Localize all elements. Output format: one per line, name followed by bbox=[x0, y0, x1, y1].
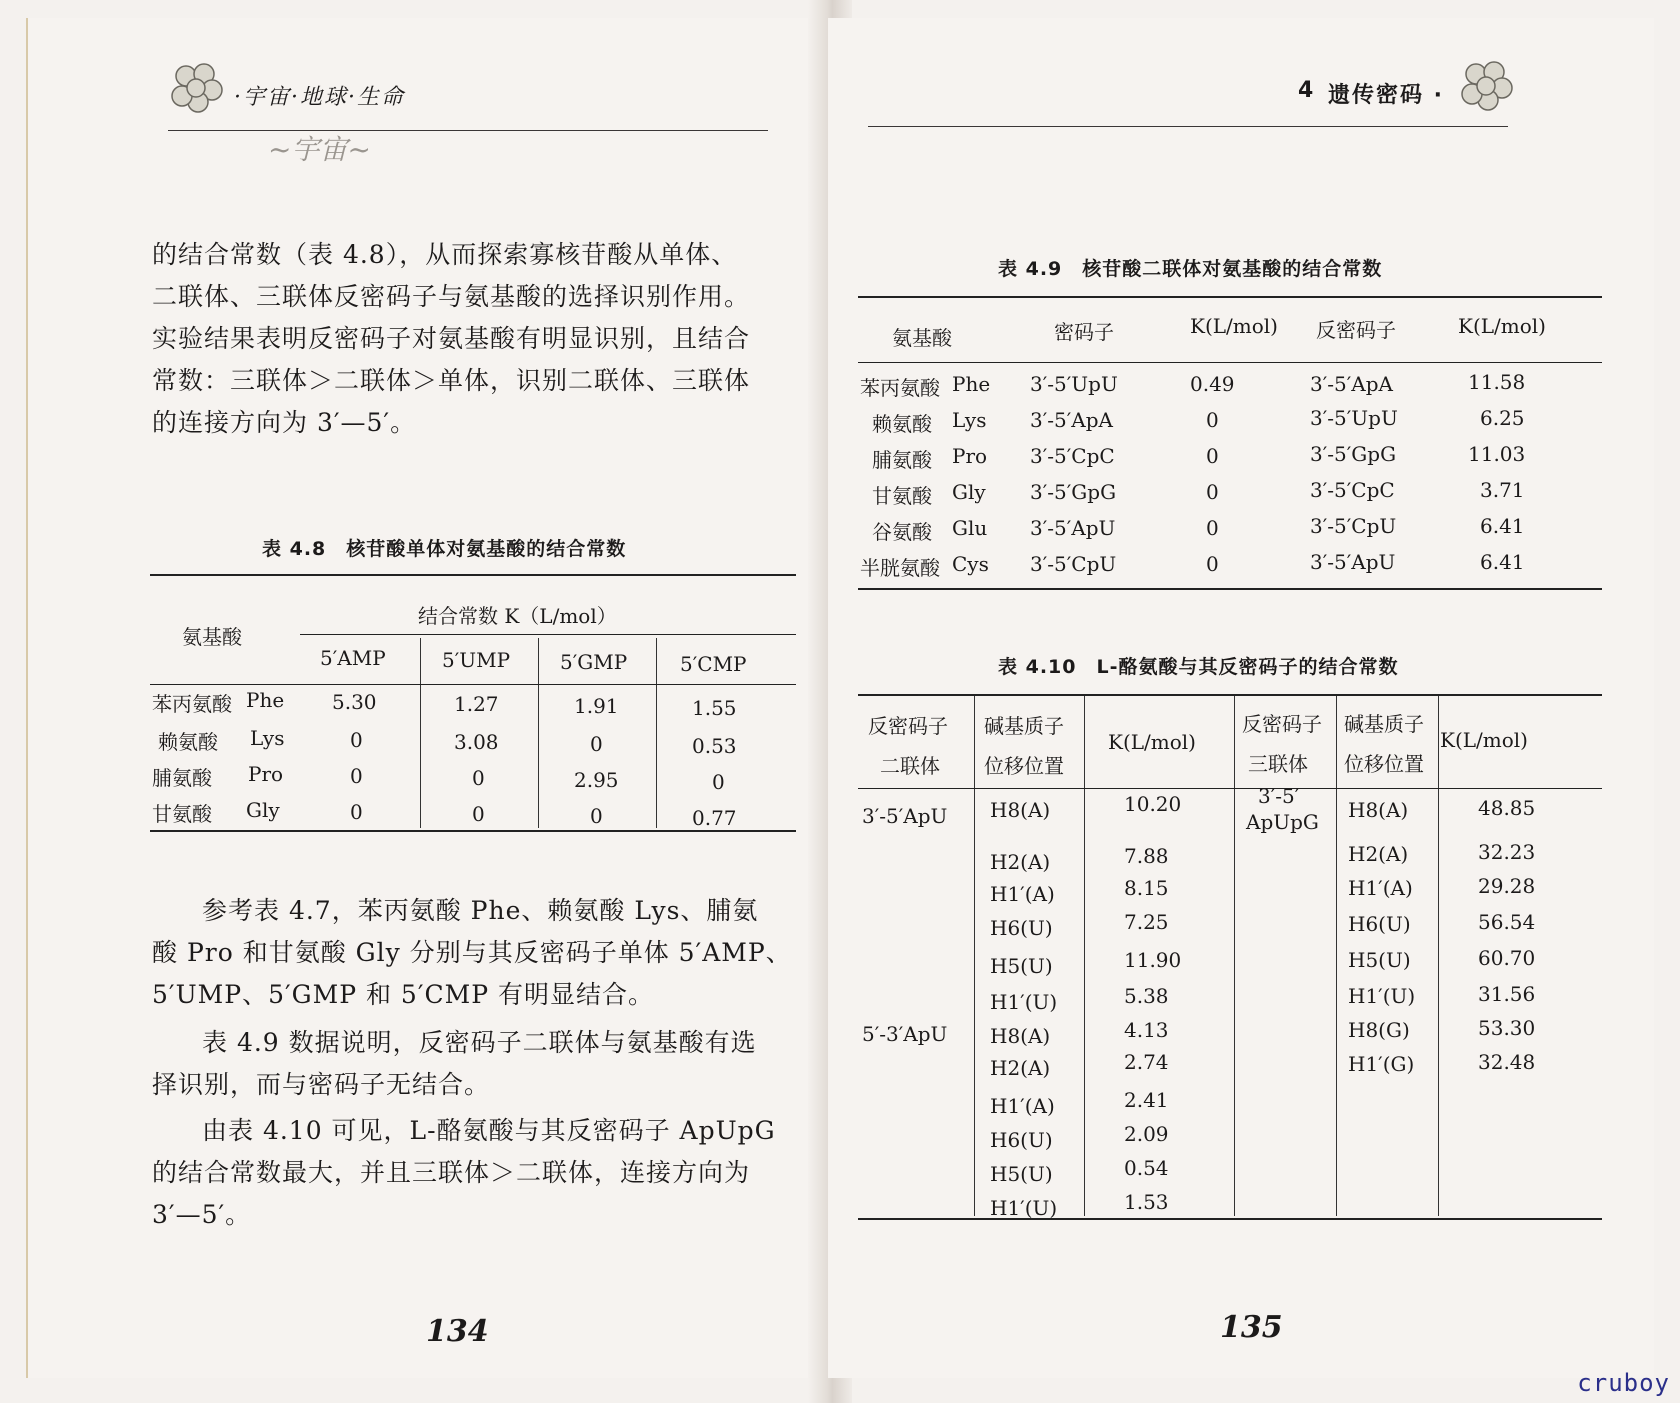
column-header: K(L/mol) bbox=[1190, 314, 1278, 338]
table-cell: 31.56 bbox=[1478, 982, 1536, 1006]
table-cell: 0.49 bbox=[1190, 372, 1235, 396]
table-cell: 3′-5′ApA bbox=[1030, 408, 1113, 432]
dimer-group-label: 3′-5′ApU bbox=[862, 804, 948, 828]
trimer-label: ApUpG bbox=[1246, 810, 1319, 834]
table-bottom-rule bbox=[858, 1218, 1602, 1220]
row-name: 脯氨酸 bbox=[872, 448, 932, 472]
table-cell: 2.41 bbox=[1124, 1088, 1169, 1112]
row-name: 谷氨酸 bbox=[872, 520, 932, 544]
row-abbr: Glu bbox=[952, 516, 988, 540]
row-name: 脯氨酸 bbox=[152, 766, 212, 790]
table-cell: 8.15 bbox=[1124, 876, 1169, 900]
trimer-label: 3′-5′ bbox=[1258, 784, 1300, 808]
column-header: 氨基酸 bbox=[892, 326, 952, 350]
text-line: 常数：三联体＞二联体＞单体，识别二联体、三联体 bbox=[152, 366, 751, 395]
page-number: 134 bbox=[426, 1314, 489, 1349]
table-4-10-caption: 表 4.10 L-酪氨酸与其反密码子的结合常数 bbox=[998, 656, 1399, 678]
column-group-header: 结合常数 K（L/mol） bbox=[418, 604, 617, 628]
molecule-ornament-icon bbox=[168, 60, 226, 118]
table-top-rule bbox=[150, 574, 796, 576]
table-cell: 0 bbox=[1206, 516, 1219, 540]
table-cell: 1.27 bbox=[454, 692, 499, 716]
header-bottom-rule bbox=[858, 788, 1602, 789]
group-rule bbox=[300, 634, 796, 635]
table-cell: 2.95 bbox=[574, 768, 619, 792]
table-cell: 0 bbox=[350, 800, 363, 824]
row-name: 赖氨酸 bbox=[872, 412, 932, 436]
table-cell: 0 bbox=[590, 732, 603, 756]
header-k: K(L/mol) bbox=[1108, 730, 1196, 754]
column-header-amino: 氨基酸 bbox=[182, 625, 242, 649]
row-abbr: Lys bbox=[952, 408, 987, 432]
table-cell: 3.08 bbox=[454, 730, 499, 754]
pencil-note: ~宇宙~ bbox=[268, 133, 371, 166]
table-cell: 0.54 bbox=[1124, 1156, 1169, 1180]
proton-position: H1′(U) bbox=[990, 1196, 1058, 1220]
table-cell: 3′-5′UpU bbox=[1030, 372, 1118, 396]
molecule-ornament-icon bbox=[1458, 58, 1516, 116]
table-cell: 3′-5′ApA bbox=[1310, 372, 1393, 396]
table-cell: 11.58 bbox=[1468, 370, 1526, 394]
header-bottom-rule bbox=[858, 362, 1602, 363]
table-cell: 0 bbox=[1206, 480, 1219, 504]
row-name: 苯丙氨酸 bbox=[860, 376, 940, 400]
row-abbr: Phe bbox=[952, 372, 991, 396]
table-cell: 3′-5′UpU bbox=[1310, 406, 1398, 430]
table-cell: 60.70 bbox=[1478, 946, 1536, 970]
proton-position: H2(A) bbox=[1348, 842, 1409, 866]
table-col-rule bbox=[656, 638, 657, 828]
text-line: 的结合常数最大，并且三联体＞二联体，连接方向为 bbox=[152, 1158, 751, 1187]
table-col-rule bbox=[420, 638, 421, 828]
table-cell: 6.41 bbox=[1480, 514, 1525, 538]
row-name: 甘氨酸 bbox=[152, 802, 212, 826]
proton-position: H8(G) bbox=[1348, 1018, 1410, 1042]
proton-position: H6(U) bbox=[990, 1128, 1053, 1152]
table-cell: 3′-5′ApU bbox=[1310, 550, 1396, 574]
table-cell: 0 bbox=[472, 802, 485, 826]
column-header: 5′GMP bbox=[560, 650, 628, 674]
table-bottom-rule bbox=[858, 588, 1602, 590]
proton-position: H6(U) bbox=[990, 916, 1053, 940]
table-cell: 32.48 bbox=[1478, 1050, 1536, 1074]
table-col-rule bbox=[1438, 696, 1439, 1216]
column-header: 反密码子 bbox=[1316, 318, 1396, 342]
running-head: ·宇宙·地球·生命 bbox=[234, 85, 405, 110]
dimer-group-label: 5′-3′ApU bbox=[862, 1022, 948, 1046]
text-line: 二联体、三联体反密码子与氨基酸的选择识别作用。 bbox=[152, 282, 751, 311]
table-cell: 3′-5′GpG bbox=[1030, 480, 1117, 504]
proton-position: H6(U) bbox=[1348, 912, 1411, 936]
row-abbr: Cys bbox=[952, 552, 989, 576]
table-cell: 2.09 bbox=[1124, 1122, 1169, 1146]
text-line: 5′UMP、5′GMP 和 5′CMP 有明显结合。 bbox=[152, 980, 655, 1009]
table-4-8-caption: 表 4.8 核苷酸单体对氨基酸的结合常数 bbox=[262, 538, 627, 560]
proton-position: H1′(A) bbox=[1348, 876, 1413, 900]
table-cell: 56.54 bbox=[1478, 910, 1536, 934]
table-cell: 0 bbox=[1206, 552, 1219, 576]
page-number: 135 bbox=[1220, 1310, 1283, 1345]
table-col-rule bbox=[974, 696, 975, 1216]
table-cell: 0 bbox=[1206, 408, 1219, 432]
header-bottom-rule bbox=[150, 684, 796, 685]
table-cell: 11.03 bbox=[1468, 442, 1526, 466]
table-cell: 0 bbox=[350, 728, 363, 752]
column-header: 密码子 bbox=[1054, 320, 1114, 344]
proton-position: H8(A) bbox=[990, 798, 1051, 822]
watermark: cruboy bbox=[1577, 1369, 1670, 1397]
proton-position: H5(U) bbox=[990, 1162, 1053, 1186]
row-name: 甘氨酸 bbox=[872, 484, 932, 508]
table-cell: 0.53 bbox=[692, 734, 737, 758]
table-cell: 1.53 bbox=[1124, 1190, 1169, 1214]
text-line: 实验结果表明反密码子对氨基酸有明显识别，且结合 bbox=[152, 324, 751, 353]
text-line: 由表 4.10 可见，L-酪氨酸与其反密码子 ApUpG bbox=[202, 1116, 776, 1145]
left-page bbox=[26, 18, 828, 1378]
table-cell: 6.25 bbox=[1480, 406, 1525, 430]
intro-paragraph bbox=[152, 234, 750, 444]
header-shift: 位移位置 bbox=[984, 754, 1064, 778]
table-cell: 10.20 bbox=[1124, 792, 1182, 816]
table-top-rule bbox=[858, 296, 1602, 298]
text-line: 酸 Pro 和甘氨酸 Gly 分别与其反密码子单体 5′AMP、 bbox=[152, 938, 792, 967]
table-cell: 5.38 bbox=[1124, 984, 1169, 1008]
table-4-9-caption: 表 4.9 核苷酸二联体对氨基酸的结合常数 bbox=[998, 258, 1383, 280]
header-anticodon: 反密码子 bbox=[868, 714, 948, 738]
right-page bbox=[828, 18, 1654, 1378]
column-header: 5′UMP bbox=[442, 648, 511, 672]
table-cell: 3′-5′CpU bbox=[1310, 514, 1397, 538]
proton-position: H1′(U) bbox=[990, 990, 1058, 1014]
table-cell: 4.13 bbox=[1124, 1018, 1169, 1042]
header-proton: 碱基质子 bbox=[984, 714, 1064, 738]
header-dimer: 二联体 bbox=[880, 754, 940, 778]
table-bottom-rule bbox=[150, 830, 796, 832]
table-cell: 48.85 bbox=[1478, 796, 1536, 820]
paragraph-4 bbox=[152, 1110, 776, 1236]
proton-position: H1′(G) bbox=[1348, 1052, 1415, 1076]
row-name: 赖氨酸 bbox=[158, 730, 218, 754]
table-cell: 5.30 bbox=[332, 690, 377, 714]
column-header: 5′CMP bbox=[680, 652, 747, 676]
proton-position: H1′(U) bbox=[1348, 984, 1416, 1008]
table-cell: 11.90 bbox=[1124, 948, 1182, 972]
table-cell: 1.55 bbox=[692, 696, 737, 720]
table-cell: 29.28 bbox=[1478, 874, 1536, 898]
table-cell: 3′-5′CpC bbox=[1310, 478, 1395, 502]
table-cell: 2.74 bbox=[1124, 1050, 1169, 1074]
table-cell: 0.77 bbox=[692, 806, 737, 830]
table-cell: 1.91 bbox=[574, 694, 619, 718]
running-head-title: 遗传密码 · bbox=[1328, 83, 1445, 108]
header-proton: 碱基质子 bbox=[1344, 712, 1424, 736]
table-cell: 0 bbox=[1206, 444, 1219, 468]
table-cell: 0 bbox=[350, 764, 363, 788]
row-abbr: Gly bbox=[952, 480, 986, 504]
table-top-rule bbox=[858, 694, 1602, 696]
table-cell: 32.23 bbox=[1478, 840, 1536, 864]
header-rule bbox=[168, 130, 768, 131]
table-cell: 0 bbox=[472, 766, 485, 790]
column-header: K(L/mol) bbox=[1458, 314, 1546, 338]
proton-position: H2(A) bbox=[990, 1056, 1051, 1080]
table-col-rule bbox=[1234, 696, 1235, 1216]
table-col-rule bbox=[1084, 696, 1085, 1216]
header-shift: 位移位置 bbox=[1344, 752, 1424, 776]
proton-position: H8(A) bbox=[1348, 798, 1409, 822]
proton-position: H5(U) bbox=[1348, 948, 1411, 972]
proton-position: H1′(A) bbox=[990, 1094, 1055, 1118]
row-abbr: Pro bbox=[248, 762, 284, 786]
row-abbr: Lys bbox=[250, 726, 285, 750]
table-cell: 7.25 bbox=[1124, 910, 1169, 934]
row-name: 苯丙氨酸 bbox=[152, 692, 232, 716]
header-rule bbox=[868, 126, 1508, 127]
proton-position: H8(A) bbox=[990, 1024, 1051, 1048]
proton-position: H5(U) bbox=[990, 954, 1053, 978]
column-header: 5′AMP bbox=[320, 646, 386, 670]
text-line: 表 4.9 数据说明，反密码子二联体与氨基酸有选 bbox=[202, 1028, 757, 1057]
row-name: 半胱氨酸 bbox=[860, 556, 940, 580]
table-cell: 3′-5′CpU bbox=[1030, 552, 1117, 576]
table-col-rule bbox=[1336, 696, 1337, 1216]
header-k: K(L/mol) bbox=[1440, 728, 1528, 752]
row-abbr: Phe bbox=[246, 688, 285, 712]
proton-position: H1′(A) bbox=[990, 882, 1055, 906]
text-line: 的结合常数（表 4.8），从而探索寡核苷酸从单体、 bbox=[152, 240, 738, 269]
table-cell: 0 bbox=[712, 770, 725, 794]
row-abbr: Pro bbox=[952, 444, 988, 468]
text-line: 参考表 4.7，苯丙氨酸 Phe、赖氨酸 Lys、脯氨 bbox=[202, 896, 759, 925]
table-cell: 6.41 bbox=[1480, 550, 1525, 574]
header-anticodon: 反密码子 bbox=[1242, 712, 1322, 736]
table-cell: 3′-5′CpC bbox=[1030, 444, 1115, 468]
table-cell: 3′-5′GpG bbox=[1310, 442, 1397, 466]
proton-position: H2(A) bbox=[990, 850, 1051, 874]
text-line: 的连接方向为 3′—5′。 bbox=[152, 408, 417, 437]
paragraph-2 bbox=[152, 890, 792, 1016]
header-trimer: 三联体 bbox=[1248, 752, 1308, 776]
row-abbr: Gly bbox=[246, 798, 280, 822]
table-cell: 0 bbox=[590, 804, 603, 828]
table-cell: 3.71 bbox=[1480, 478, 1525, 502]
running-head-number: 4 bbox=[1298, 78, 1316, 103]
text-line: 择识别，而与密码子无结合。 bbox=[152, 1070, 491, 1099]
table-col-rule bbox=[538, 638, 539, 828]
text-line: 3′—5′。 bbox=[152, 1200, 252, 1229]
table-cell: 3′-5′ApU bbox=[1030, 516, 1116, 540]
table-cell: 53.30 bbox=[1478, 1016, 1536, 1040]
paragraph-3 bbox=[152, 1022, 757, 1106]
table-cell: 7.88 bbox=[1124, 844, 1169, 868]
